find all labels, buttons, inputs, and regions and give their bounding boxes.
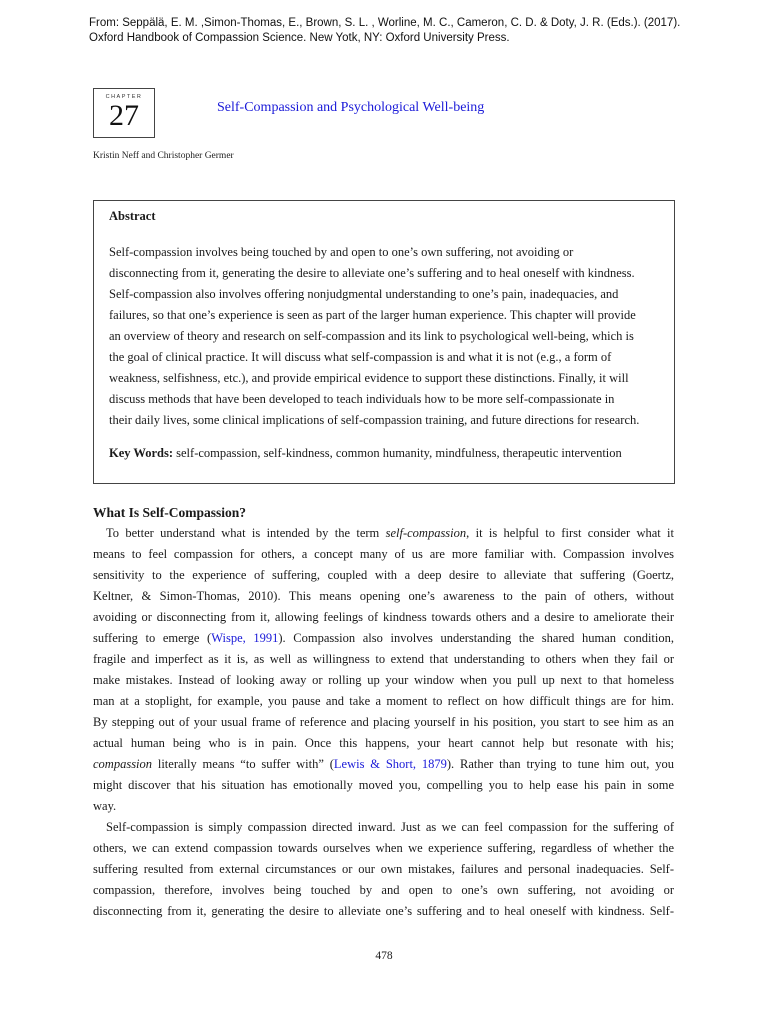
paragraph-line: man at a stoplight, for example, you pause and take a moment to reflect on how difficult things are for him. xyxy=(93,694,674,708)
abstract-line: Self-compassion involves being touched by and open to one’s own suffering, not avoiding or xyxy=(109,245,574,259)
paragraph-line: fragile and imperfect as it is, as well as willingness to extend that understanding to others when they fail or xyxy=(93,652,674,666)
paragraph-line xyxy=(93,754,674,775)
paragraph-line: Self-compassion is simply compassion directed inward. Just as we can feel compassion for the suffering of xyxy=(106,820,674,834)
abstract-box xyxy=(93,200,675,484)
abstract-text xyxy=(109,242,662,431)
page-number: 478 xyxy=(375,950,393,962)
authors: Kristin Neff and Christopher Germer xyxy=(93,151,234,161)
abstract-line: their daily lives, some clinical implications of self-compassion training, and future directions for research. xyxy=(109,413,640,427)
paragraph-line: means to feel compassion for others, a concept many of us are more familiar with. Compassion involves xyxy=(93,547,674,561)
abstract-line: disconnecting from it, generating the desire to alleviate one’s suffering and to heal oneself with kindness. xyxy=(109,266,635,280)
text-run: ). Rather than trying to tune him out, you xyxy=(446,757,675,771)
text-run: literally means “to suffer with” ( xyxy=(152,757,334,771)
paragraph-line: actual human being who is in pain. Once this happens, your heart cannot help but resonate with his; xyxy=(93,736,674,750)
paragraph-line: might discover that his situation has emotionally moved you, compelling you to help ease his pain in some xyxy=(93,778,674,792)
chapter-title[interactable]: Self-Compassion and Psychological Well-being xyxy=(217,100,485,115)
emphasis-term: compassion xyxy=(93,757,153,771)
paragraph-line: suffering resulted from external circumstances or our own mistakes, failures and personal inadequacies. Self- xyxy=(93,862,674,876)
abstract-line: weakness, selfishness, etc.), and provide empirical evidence to support these distinctions. Finally, it will xyxy=(109,371,629,385)
chapter-box xyxy=(93,88,155,138)
keywords-label: Key Words: xyxy=(109,446,174,460)
citation-link-lewis-short[interactable]: Lewis & Short, 1879 xyxy=(333,757,447,771)
paragraph-line: avoiding or disconnecting from it, allowing feelings of kindness towards others and a desire to ameliorate their xyxy=(93,610,674,624)
paragraph-line: Keltner, & Simon-Thomas, 2010). This means opening one’s awareness to the pain of others, without xyxy=(93,589,674,603)
keywords xyxy=(109,445,662,461)
body-text xyxy=(93,523,674,922)
citation-line-2: Oxford Handbook of Compassion Science. New Yotk, NY: Oxford University Press. xyxy=(89,32,510,44)
abstract-line: Self-compassion also involves offering nonjudgmental understanding to one’s pain, inadequacies, and xyxy=(109,287,619,301)
paragraph-line: others, we can extend compassion towards ourselves when we experience suffering, regardless of whether the xyxy=(93,841,674,855)
emphasis-term: self-compassion xyxy=(385,526,467,540)
abstract-line: an overview of theory and research on self-compassion and its link to psychological well-being, which is xyxy=(109,329,634,343)
paragraph-line: sensitivity to the experience of suffering, coupled with a deep desire to alleviate that suffering (Goertz, xyxy=(93,568,674,582)
abstract-line: the goal of clinical practice. It will discuss what self-compassion is and what it is not (e.g., a form of xyxy=(109,350,612,364)
paragraph-line xyxy=(93,628,674,649)
paragraph-line: By stepping out of your usual frame of reference and placing yourself in his position, you start to see him as an xyxy=(93,715,674,729)
section-heading: What Is Self-Compassion? xyxy=(93,505,247,520)
paragraph-line: way. xyxy=(93,799,117,813)
abstract-line: failures, so that one’s experience is seen as part of the larger human experience. This chapter will provide xyxy=(109,308,636,322)
text-run: suffering to emerge ( xyxy=(93,631,212,645)
citation-header xyxy=(89,16,729,46)
chapter-label: CHAPTER xyxy=(105,94,143,100)
citation-line-1: From: Seppälä, E. M. ,Simon-Thomas, E., Brown, S. L. , Worline, M. C., Cameron, C. D. & Doty, J. R. (Eds.). (2017). xyxy=(89,17,681,29)
abstract-line: discuss methods that have been developed to teach individuals how to be more self-compassionate in xyxy=(109,392,615,406)
text-run: , it is helpful to first consider what it xyxy=(466,526,675,540)
paragraph-line: make mistakes. Instead of looking away or rolling up your window when you pull up next to that homeless xyxy=(93,673,674,687)
text-run: To better understand what is intended by the term xyxy=(106,526,386,540)
paragraph-line: disconnecting from it, generating the desire to alleviate one’s suffering and to heal oneself with kindness. Self- xyxy=(93,904,674,918)
paragraph-line: compassion, therefore, involves being touched by and open to one’s own suffering, not avoiding or xyxy=(93,883,674,897)
paragraph-line xyxy=(93,523,674,544)
abstract-heading: Abstract xyxy=(109,209,156,223)
chapter-number: 27 xyxy=(109,99,139,132)
keywords-text: self-compassion, self-kindness, common humanity, mindfulness, therapeutic intervention xyxy=(173,446,622,460)
citation-link-wispe[interactable]: Wispe, 1991 xyxy=(211,631,279,645)
text-run: ). Compassion also involves understanding the shared human condition, xyxy=(278,631,675,645)
